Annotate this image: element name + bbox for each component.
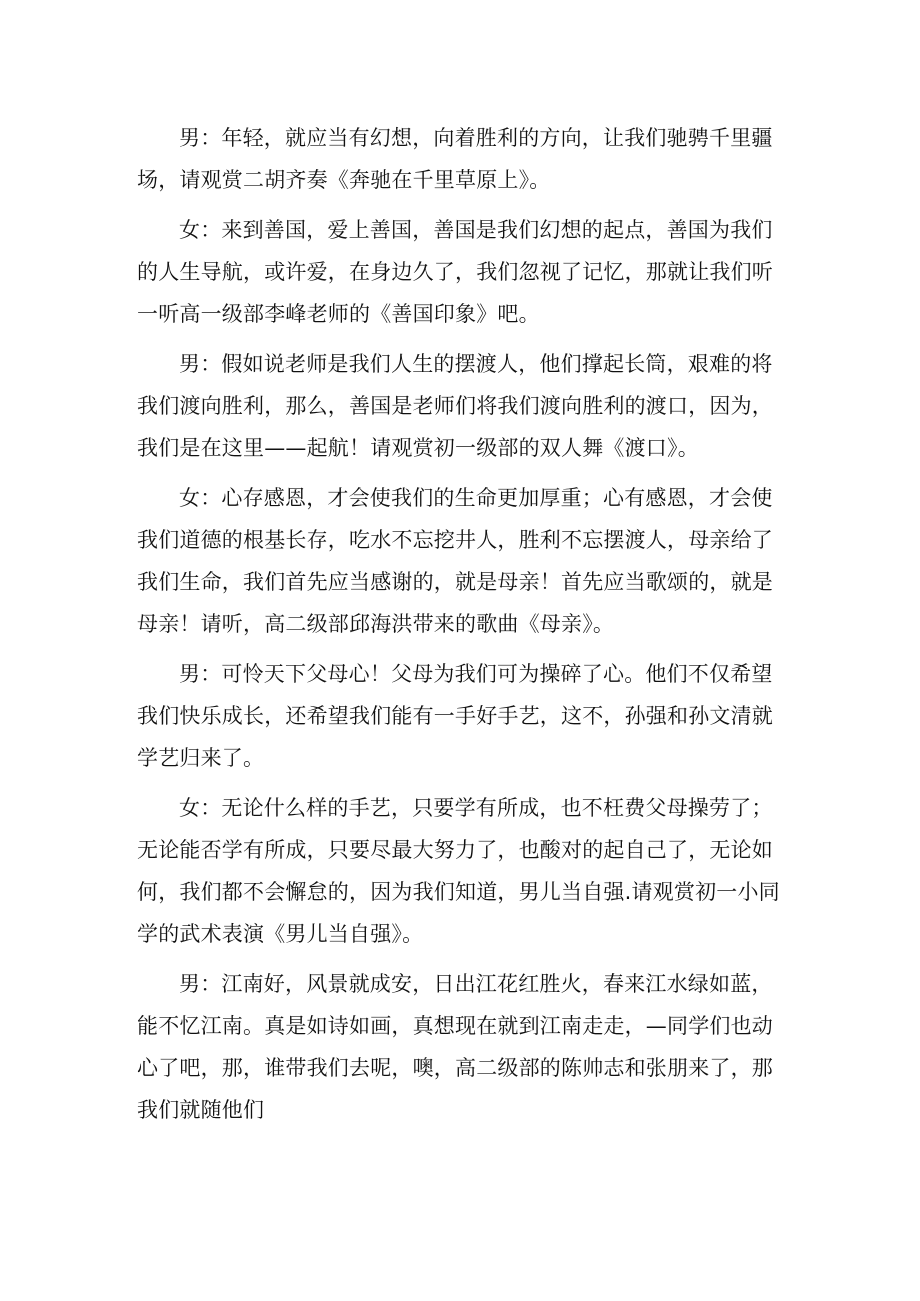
paragraph-3: 男：假如说老师是我们人生的摆渡人，他们撑起长筒，艰难的将我们渡向胜利，那么，善国是老师们将我们渡向胜利的渡口，因为，我们是在这里——起航！请观赏初一级部的双人舞《渡口》。 [137, 352, 773, 460]
paragraph-4: 女：心存感恩，才会使我们的生命更加厚重；心有感恩，才会使我们道德的根基长存，吃水不忘挖井人，胜利不忘摆渡人，母亲给了我们生命，我们首先应当感谢的，就是母亲！首先应当歌颂的，就是母亲！请听，高二级部邱海洪带来的歌曲《母亲》。 [137, 486, 773, 636]
paragraph-6: 女：无论什么样的手艺，只要学有所成，也不枉费父母操劳了；无论能否学有所成，只要尽最大努力了，也酸对的起自己了，无论如何，我们都不会懈怠的，因为我们知道，男儿当自强.请观赏初一小同学的武术表演《男儿当自强》。 [137, 796, 780, 946]
paragraph-2: 女：来到善国，爱上善国，善国是我们幻想的起点，善国为我们的人生导航，或许爱，在身边久了，我们忽视了记忆，那就让我们听一听高一级部李峰老师的《善国印象》吧。 [137, 218, 773, 326]
paragraph-5: 男：可怜天下父母心！父母为我们可为操碎了心。他们不仅希望我们快乐成长，还希望我们能有一手好手艺，这不，孙强和孙文清就学艺归来了。 [137, 662, 773, 770]
document-body [137, 117, 787, 1139]
paragraph-1: 男：年轻，就应当有幻想，向着胜利的方向，让我们驰骋千里疆场，请观赏二胡齐奏《奔驰在千里草原上》。 [137, 126, 773, 192]
paragraph-7: 男：江南好，风景就成安，日出江花红胜火，春来江水绿如蓝，能不忆江南。真是如诗如画，真想现在就到江南走走，—同学们也动心了吧，那，谁带我们去呢，噢，高二级部的陈帅志和张朋来了，那我们就随他们 [137, 972, 773, 1122]
